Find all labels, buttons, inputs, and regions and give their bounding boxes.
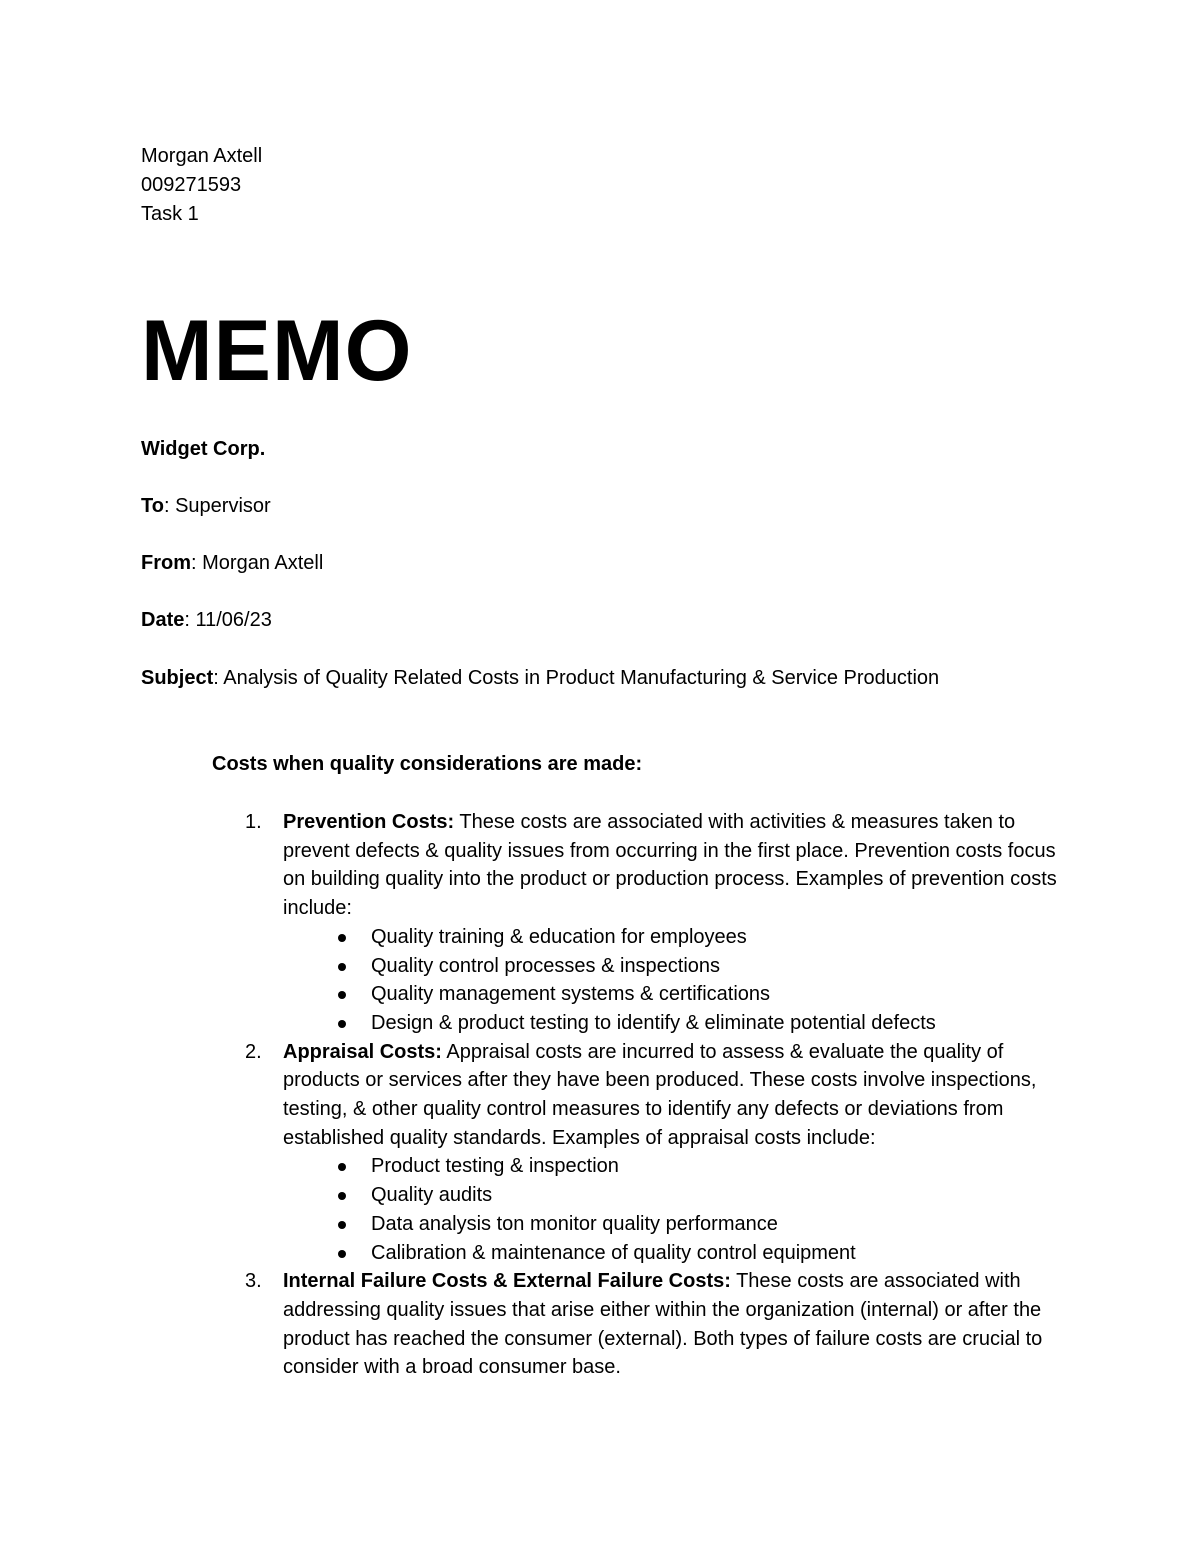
bullet-icon — [338, 934, 346, 942]
example-text: Calibration & maintenance of quality control equipment — [371, 1241, 856, 1264]
cost-description: Appraisal costs are incurred to assess & evaluate the quality of products or services after they have been produced. These costs involve inspections, testing, & other quality control measures to identify any defects or deviations from established quality standards. Examples of appraisal costs include: — [283, 1040, 1037, 1149]
task-label: Task 1 — [141, 203, 199, 225]
bullet-icon — [338, 1192, 346, 1200]
cost-list — [245, 808, 1073, 1382]
cost-item-appraisal — [245, 1038, 1073, 1268]
example-text: Quality control processes & inspections — [371, 954, 721, 977]
from-value: Morgan Axtell — [202, 552, 324, 574]
subject-value: Analysis of Quality Related Costs in Product Manufacturing & Service Production — [223, 667, 940, 689]
example-text: Data analysis ton monitor quality performance — [371, 1212, 778, 1235]
list-item — [371, 923, 1073, 952]
bullet-icon — [338, 1020, 346, 1028]
subject-label: Subject — [141, 667, 214, 689]
date-label: Date — [141, 609, 185, 631]
example-text: Product testing & inspection — [371, 1155, 619, 1178]
example-text: Quality training & education for employees — [371, 925, 747, 948]
example-text: Quality audits — [371, 1184, 493, 1207]
example-list — [283, 923, 1073, 1038]
list-item — [371, 1210, 1073, 1239]
author-name: Morgan Axtell — [141, 145, 263, 167]
from-label: From — [141, 552, 191, 574]
bullet-icon — [338, 991, 346, 999]
subject-line: Subject: Analysis of Quality Related Costs in Product Manufacturing & Service Production — [141, 667, 940, 689]
bullet-icon — [338, 1250, 346, 1258]
cost-item-failure — [245, 1267, 1073, 1382]
bullet-icon — [338, 1221, 346, 1229]
list-item — [371, 1009, 1073, 1038]
to-label: To — [141, 495, 164, 517]
list-item — [371, 1239, 1073, 1268]
example-list — [283, 1152, 1073, 1267]
bullet-icon — [338, 963, 346, 971]
section-heading: Costs when quality considerations are made: — [212, 753, 643, 775]
memo-title: MEMO — [141, 303, 413, 399]
author-id: 009271593 — [141, 174, 242, 196]
list-item — [371, 1152, 1073, 1181]
list-item — [371, 980, 1073, 1009]
company-name: Widget Corp. — [141, 438, 266, 460]
author-header — [141, 142, 262, 229]
list-item — [371, 952, 1073, 981]
cost-item-prevention — [245, 808, 1073, 1038]
example-text: Design & product testing to identify & eliminate potential defects — [371, 1011, 936, 1034]
date-value: 11/06/23 — [195, 609, 272, 631]
example-text: Quality management systems & certifications — [371, 983, 771, 1006]
cost-title: Internal Failure Costs & External Failure Costs: — [283, 1270, 731, 1293]
cost-title: Prevention Costs: — [283, 811, 455, 833]
cost-number: 1. — [245, 811, 262, 833]
cost-number: 3. — [245, 1270, 262, 1293]
bullet-icon — [338, 1163, 346, 1171]
to-line: To: Supervisor — [141, 495, 271, 517]
cost-description: These costs are associated with addressing quality issues that arise either within the organization (internal) or after the product has reached the consumer (external). Both types of failure costs are crucial to consider with a broad consumer base. — [283, 1270, 1043, 1379]
cost-number: 2. — [245, 1040, 262, 1063]
cost-title: Appraisal Costs: — [283, 1040, 442, 1063]
from-line: From: Morgan Axtell — [141, 552, 324, 574]
cost-description: These costs are associated with activities & measures taken to prevent defects & quality issues from occurring in the first place. Prevention costs focus on building quality into the product or production process. Examples of prevention costs include: — [283, 811, 1057, 920]
list-item — [371, 1181, 1073, 1210]
date-line: Date: 11/06/23 — [141, 609, 272, 631]
to-value: Supervisor — [175, 495, 271, 517]
